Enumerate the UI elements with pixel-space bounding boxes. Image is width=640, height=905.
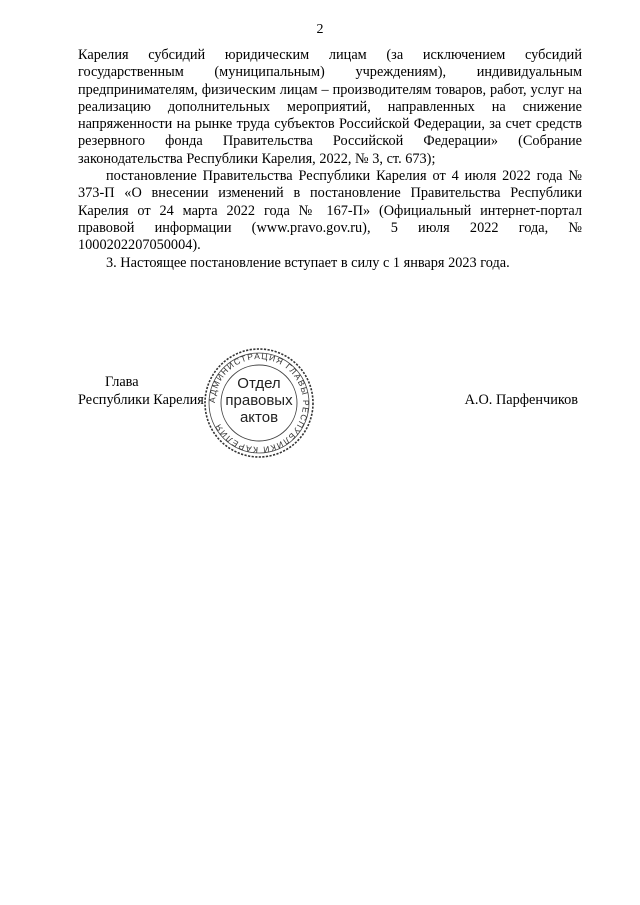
- page-number: 2: [316, 22, 324, 37]
- legal-department-stamp: [203, 347, 315, 459]
- stamp-ring-text: АДМИНИСТРАЦИЯ ГЛАВЫ РЕСПУБЛИКИ КАРЕЛИЯ: [206, 350, 312, 456]
- paragraph-resolution-373: постановление Правительства Республики Карелия от 4 июля 2022 года № 373-П «О внесении изменений в постановление Правительства Республики Карелия от 24 марта 2022 года № 167-П» (Официальный интернет-портал правовой информации (www.pravo.gov.ru), 5 июля 2022 года, № 1000202207050004).: [78, 168, 582, 254]
- paragraph-effective-date: 3. Настоящее постановление вступает в силу с 1 января 2023 года.: [106, 254, 510, 271]
- signatory-title-line1: Глава: [105, 374, 139, 390]
- stamp-line1: Отдел: [237, 375, 281, 392]
- stamp-line3: актов: [239, 409, 279, 426]
- signatory-title: [78, 373, 204, 409]
- document-body: [78, 47, 582, 272]
- signatory-title-line2: Республики Карелия: [78, 392, 204, 408]
- stamp-center-text: [203, 375, 315, 426]
- stamp-line2: правовых: [225, 392, 293, 409]
- signatory-name: А.О. Парфенчиков: [464, 392, 578, 408]
- paragraph-continuation: Карелия субсидий юридическим лицам (за исключением субсидий государственным (муниципальным) учреждениям), индивидуальным предпринимателям, физическим лицам – производителям товаров, работ, услуг на реализацию дополнительных мероприятий, направленных на снижение напряженности на рынке труда субъектов Российской Федерации, за счет средств резервного фонда Правительства Российской Федерации» (Собрание законодательства Республики Карелия, 2022, № 3, ст. 673);: [78, 47, 582, 167]
